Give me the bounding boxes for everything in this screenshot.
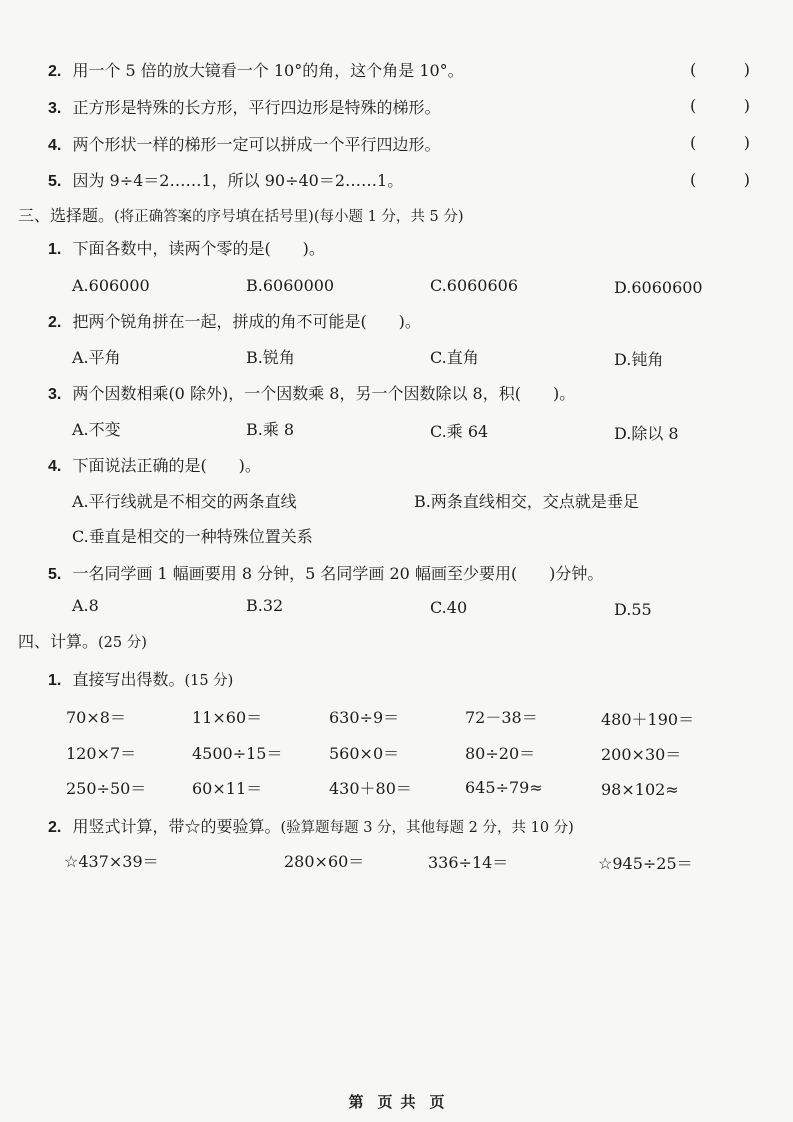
section-heading-calc xyxy=(18,629,147,652)
option-d[interactable]: D.除以 8 xyxy=(614,424,679,443)
option-b[interactable]: B.6060000 xyxy=(246,276,335,295)
option-d[interactable]: D.55 xyxy=(614,600,652,619)
bracket-open: ( xyxy=(690,170,697,189)
footer-text: 共 xyxy=(400,1093,416,1111)
bracket-close: ) xyxy=(743,170,750,189)
choice-question xyxy=(48,381,575,404)
choice-question xyxy=(48,453,261,476)
choice-question xyxy=(48,236,325,259)
item-text: 用一个 5 倍的放大镜看一个 10°的角，这个角是 10°。 xyxy=(72,61,464,80)
question-text: 用竖式计算，带☆的要验算。 xyxy=(72,817,281,836)
calc-item: 4500÷15＝ xyxy=(192,744,283,763)
option-a[interactable]: A.平行线就是不相交的两条直线 xyxy=(72,492,297,511)
calc-item: 200×30＝ xyxy=(601,745,682,764)
option-b[interactable]: B.两条直线相交，交点就是垂足 xyxy=(414,492,639,511)
option-b[interactable]: B.乘 8 xyxy=(246,420,295,439)
calc-item: 72－38＝ xyxy=(465,708,538,727)
option-c[interactable]: C.垂直是相交的一种特殊位置关系 xyxy=(72,527,313,546)
calc-item: 11×60＝ xyxy=(192,708,263,727)
option-c[interactable]: C.乘 64 xyxy=(430,422,489,441)
vertical-calc-item: 280×60＝ xyxy=(284,852,365,871)
answer-bracket[interactable] xyxy=(690,60,750,79)
item-text: 两个形状一样的梯形一定可以拼成一个平行四边形。 xyxy=(72,135,441,154)
calc-item: 120×7＝ xyxy=(66,744,137,763)
question-text: 两个因数相乘(0 除外)，一个因数乘 8，另一个因数除以 8，积( )。 xyxy=(72,384,576,403)
section-heading-choice xyxy=(18,203,464,226)
option-d[interactable]: D.6060600 xyxy=(614,278,703,297)
calc-item: 630÷9＝ xyxy=(329,708,400,727)
judgment-item xyxy=(48,132,440,155)
choice-question xyxy=(48,561,603,584)
item-number: 4. xyxy=(48,137,62,154)
question-note: (验算题每题 3 分，其他每题 2 分，共 10 分) xyxy=(280,820,574,836)
section-note: (25 分) xyxy=(98,635,147,651)
question-number: 5. xyxy=(48,566,62,583)
question-number: 4. xyxy=(48,458,62,475)
judgment-item xyxy=(48,95,440,118)
option-b[interactable]: B.锐角 xyxy=(246,348,295,367)
calc-question-2 xyxy=(48,814,574,837)
calc-item: 480＋190＝ xyxy=(601,710,695,729)
question-note: (15 分) xyxy=(184,673,234,689)
calc-item: 560×0＝ xyxy=(329,744,400,763)
calc-item: 430＋80＝ xyxy=(329,779,412,798)
bracket-close: ) xyxy=(743,60,750,79)
footer-text: 第 xyxy=(348,1093,364,1111)
section-title: 三、选择题。 xyxy=(18,206,115,225)
item-number: 3. xyxy=(48,100,62,117)
answer-bracket[interactable] xyxy=(690,133,750,152)
footer-text: 页 xyxy=(377,1093,393,1111)
question-number: 1. xyxy=(48,672,62,689)
bracket-close: ) xyxy=(743,96,750,115)
choice-question xyxy=(48,309,421,332)
question-number: 2. xyxy=(48,819,62,836)
option-d[interactable]: D.钝角 xyxy=(614,350,664,369)
bracket-open: ( xyxy=(690,96,697,115)
question-number: 1. xyxy=(48,241,62,258)
question-text: 一名同学画 1 幅画要用 8 分钟，5 名同学画 20 幅画至少要用( )分钟。 xyxy=(72,564,604,583)
question-text: 下面说法正确的是( )。 xyxy=(72,456,261,475)
footer-text: 页 xyxy=(429,1093,445,1111)
question-text: 下面各数中，读两个零的是( )。 xyxy=(72,239,325,258)
calc-item: 70×8＝ xyxy=(66,708,126,727)
calc-item: 60×11＝ xyxy=(192,779,263,798)
option-a[interactable]: A.平角 xyxy=(72,348,121,367)
calc-question-1 xyxy=(48,667,233,690)
option-a[interactable]: A.8 xyxy=(72,596,99,615)
question-number: 2. xyxy=(48,314,62,331)
answer-bracket[interactable] xyxy=(690,170,750,189)
question-text: 把两个锐角拼在一起，拼成的角不可能是( )。 xyxy=(72,312,421,331)
bracket-open: ( xyxy=(690,60,697,79)
item-text: 正方形是特殊的长方形，平行四边形是特殊的梯形。 xyxy=(72,98,441,117)
option-c[interactable]: C.直角 xyxy=(430,348,479,367)
option-c[interactable]: C.40 xyxy=(430,598,468,617)
judgment-item xyxy=(48,58,464,81)
option-a[interactable]: A.不变 xyxy=(72,420,121,439)
bracket-open: ( xyxy=(690,133,697,152)
question-number: 3. xyxy=(48,386,62,403)
calc-item: 250÷50＝ xyxy=(66,779,147,798)
option-a[interactable]: A.606000 xyxy=(72,276,150,295)
vertical-calc-item: ☆437×39＝ xyxy=(64,852,159,871)
question-text: 直接写出得数。 xyxy=(72,670,185,689)
option-c[interactable]: C.6060606 xyxy=(430,276,519,295)
calc-item: 645÷79≈ xyxy=(465,778,543,797)
item-text: 因为 9÷4＝2……1，所以 90÷40＝2……1。 xyxy=(72,171,404,190)
answer-bracket[interactable] xyxy=(690,96,750,115)
item-number: 5. xyxy=(48,173,62,190)
judgment-item xyxy=(48,168,403,191)
option-b[interactable]: B.32 xyxy=(246,596,284,615)
bracket-close: ) xyxy=(743,133,750,152)
vertical-calc-item: 336÷14＝ xyxy=(428,853,509,872)
calc-item: 80÷20＝ xyxy=(465,744,536,763)
calc-item: 98×102≈ xyxy=(601,780,679,799)
section-note: (将正确答案的序号填在括号里)(每小题 1 分，共 5 分) xyxy=(114,209,464,225)
item-number: 2. xyxy=(48,63,62,80)
vertical-calc-item: ☆945÷25＝ xyxy=(598,854,693,873)
page-footer xyxy=(0,1091,793,1112)
section-title: 四、计算。 xyxy=(18,632,99,651)
